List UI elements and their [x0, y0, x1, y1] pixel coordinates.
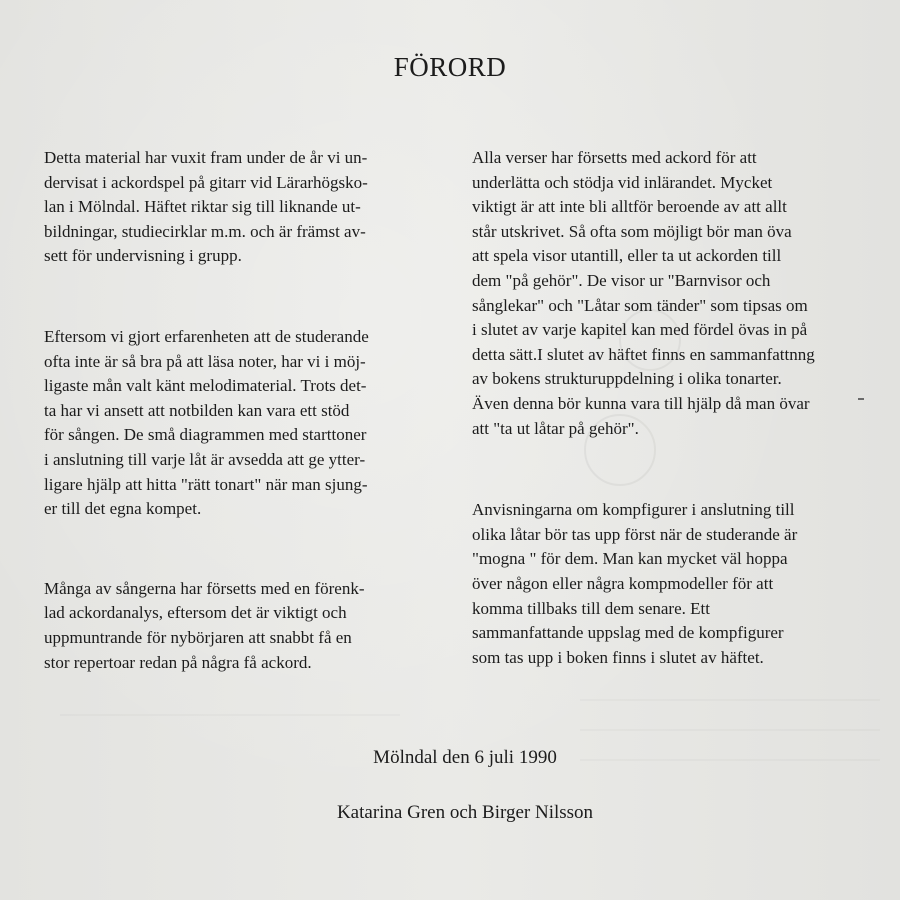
paragraph: Alla verser har försetts med ackord för att underlätta och stödja vid inlärandet. Mycket viktigt är att inte bli alltför beroende av att allt står utskrivet. Så ofta som möjligt bör man öva att spela visor utantill, eller ta ut ackorden till dem "på gehör". De visor ur "Barnvisor och sånglekar" och "Låtar som tänder" som tipsas om i slutet av varje kapitel kan med fördel övas in på detta sätt.I slutet av häftet finns en sammanfattnng av bokens strukturuppdelning i olika tonarter. Även denna bör kunna vara till hjälp då man övar att "ta ut låtar på gehör".: [472, 148, 815, 438]
right-column: [472, 146, 872, 670]
paragraph: Många av sångerna har försetts med en förenk- lad ackordanalys, eftersom det är viktigt och uppmuntrande för nybörjaren att snabbt få en stor repertoar redan på några få ackord.: [44, 578, 365, 672]
paragraph: Eftersom vi gjort erfarenheten att de studerande ofta inte är så bra på att läsa noter, har vi i möj- ligaste mån valt känt melodimaterial. Trots det- ta har vi ansett att notbilden kan vara ett stöd för sången. De små diagrammen med starttoner i anslutning till varje låt är avsedda att ge ytter- ligare hjälp att hitta "rätt tonart" när man sjung- er till det egna kompet.: [44, 326, 369, 519]
paragraph: Anvisningarna om kompfigurer i anslutning till olika låtar bör tas upp först när de studerande är "mogna " för dem. Man kan mycket väl hoppa över någon eller några kompmodeller för att komma tillbaks till dem senare. Ett sammanfattande uppslag med de kompfigurer som tas upp i boken finns i slutet av häftet.: [472, 500, 798, 667]
page-title: FÖRORD: [393, 52, 507, 82]
place-and-date: Mölndal den 6 juli 1990: [373, 747, 557, 768]
authors-signature: Katarina Gren och Birger Nilsson: [336, 802, 594, 823]
left-column: [44, 146, 439, 675]
paragraph: Detta material har vuxit fram under de år vi un- dervisat i ackordspel på gitarr vid Lärarhögsko- lan i Mölndal. Häftet riktar sig till liknande ut- bildningar, studiecirklar m.m. och är främst av- sett för undervisning i grupp.: [44, 148, 368, 266]
print-speck: [858, 398, 864, 400]
